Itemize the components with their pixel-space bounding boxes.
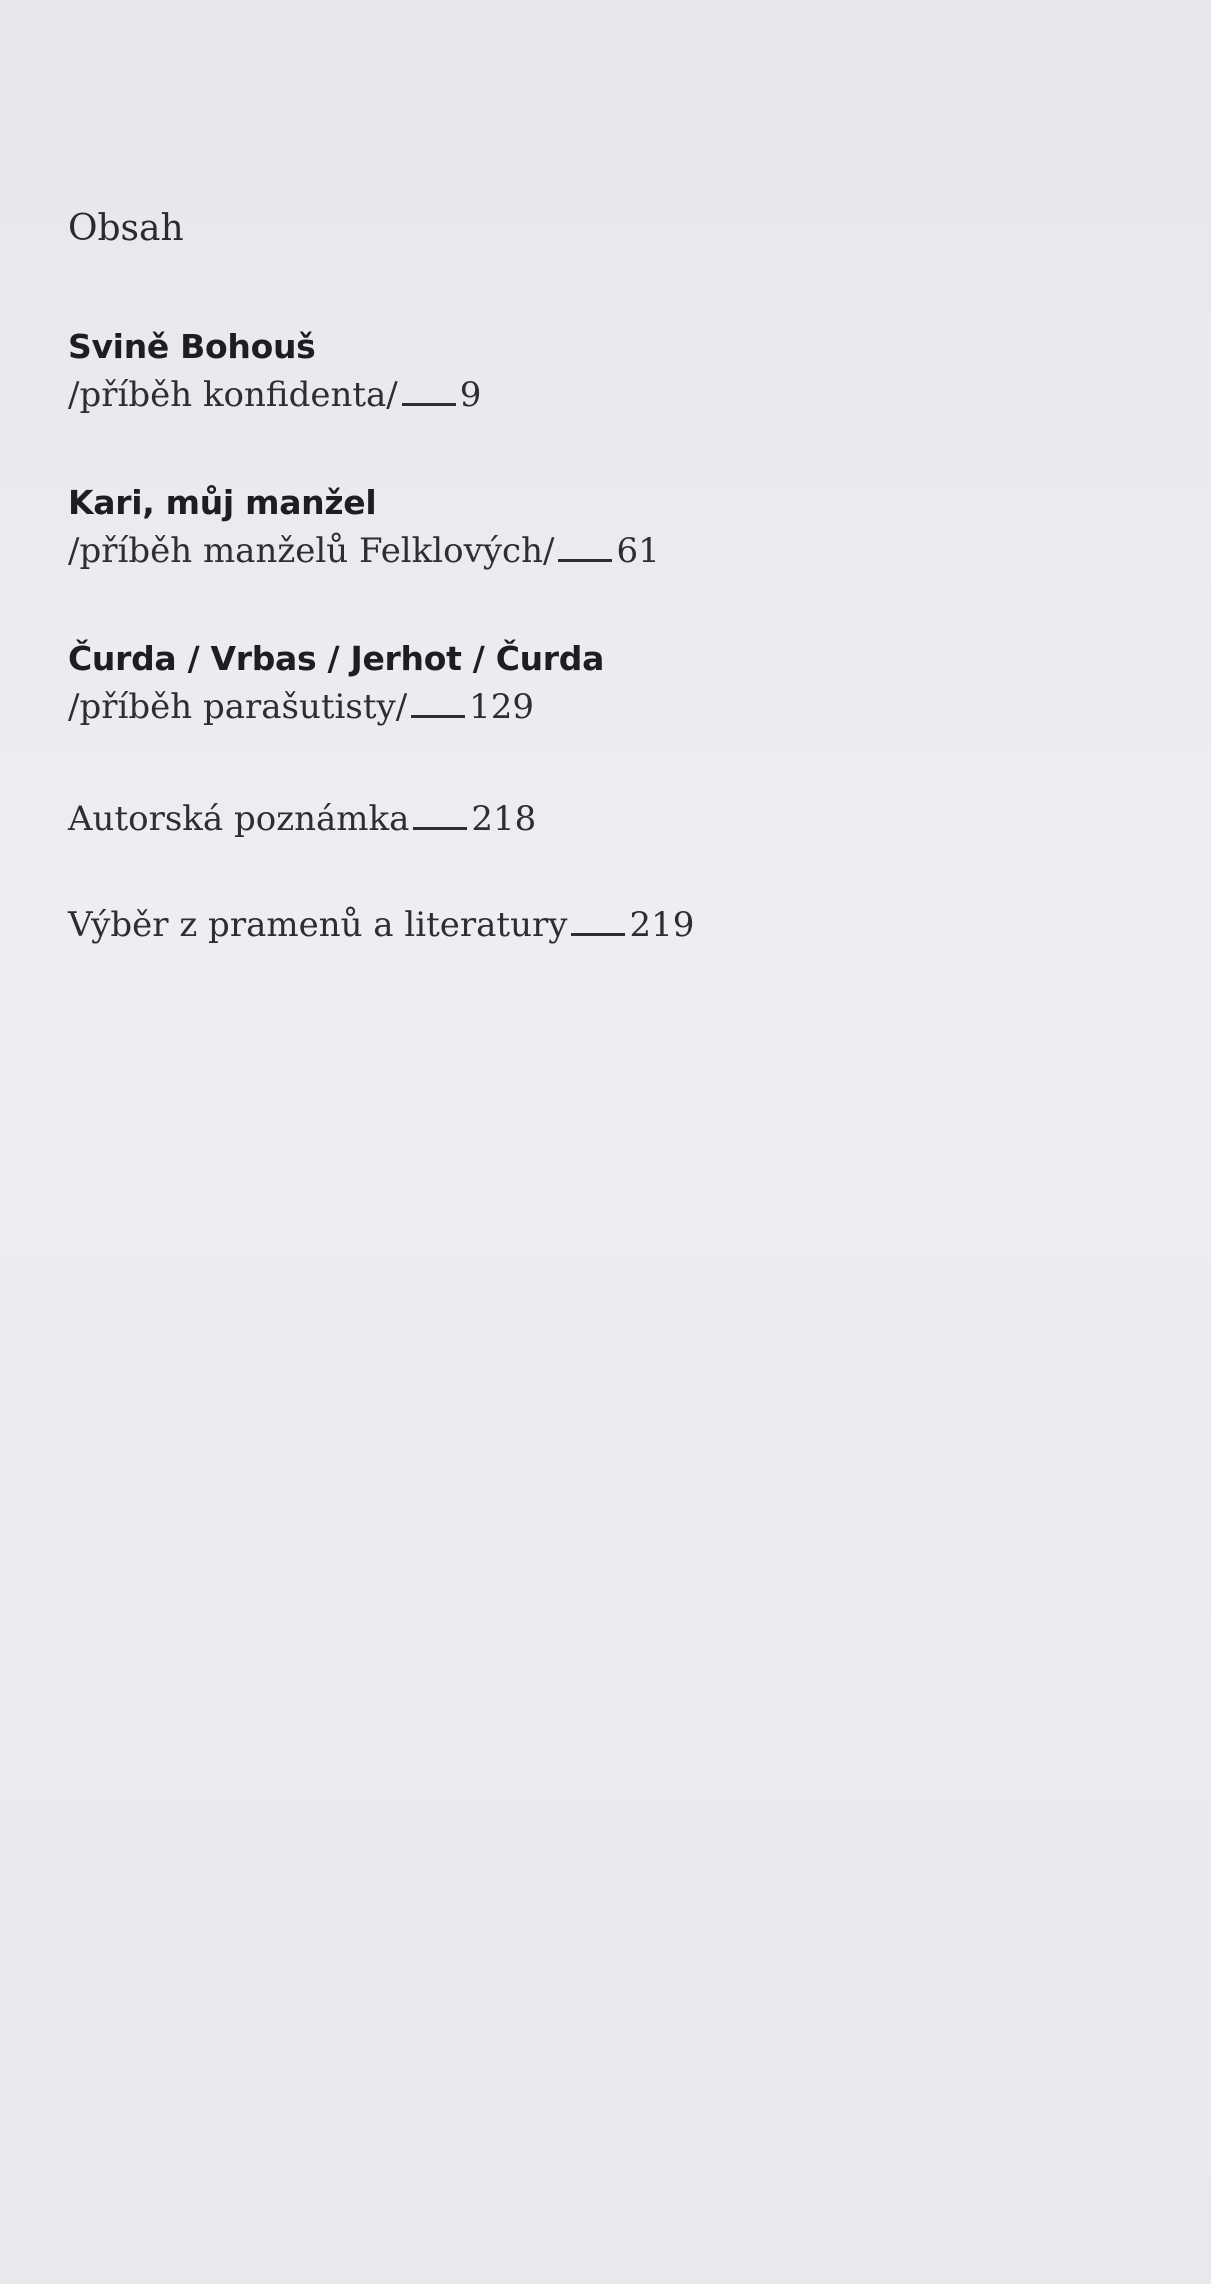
page-number: 218 (471, 799, 537, 839)
page-number: 219 (629, 905, 695, 945)
page-number: 129 (469, 687, 535, 727)
entry-label: Výběr z pramenů a literatury (68, 905, 568, 945)
leader-dash (413, 827, 467, 830)
leader-dash (558, 559, 612, 562)
toc-entry-curda (68, 637, 1068, 733)
entry-subtitle-line (68, 525, 1068, 577)
page-number: 9 (459, 375, 482, 415)
leader-dash (571, 933, 625, 936)
entry-label: Autorská poznámka (68, 799, 410, 839)
toc-entry-svine-bohous (68, 325, 1068, 421)
entry-subtitle: /příběh konfidenta/ (68, 375, 398, 415)
entry-subtitle: /příběh manželů Felklových/ (68, 531, 555, 571)
leader-dash (411, 715, 465, 718)
toc-title: Obsah (68, 208, 184, 249)
toc-entry-kari-muj-manzel (68, 481, 1068, 577)
entry-subtitle: /příběh parašutisty/ (68, 687, 408, 727)
table-of-contents (68, 205, 1068, 1005)
entry-subtitle-line (68, 369, 1068, 421)
entry-subtitle-line (68, 681, 1068, 733)
entry-heading: Svině Bohouš (68, 327, 316, 366)
page-number: 61 (616, 531, 660, 571)
leader-dash (402, 403, 456, 406)
toc-entry-autorska-poznamka (68, 793, 1068, 845)
entry-heading: Čurda / Vrbas / Jerhot / Čurda (68, 639, 605, 678)
toc-entry-vyber-z-pramenu (68, 899, 1068, 951)
entry-heading: Kari, můj manžel (68, 483, 377, 522)
